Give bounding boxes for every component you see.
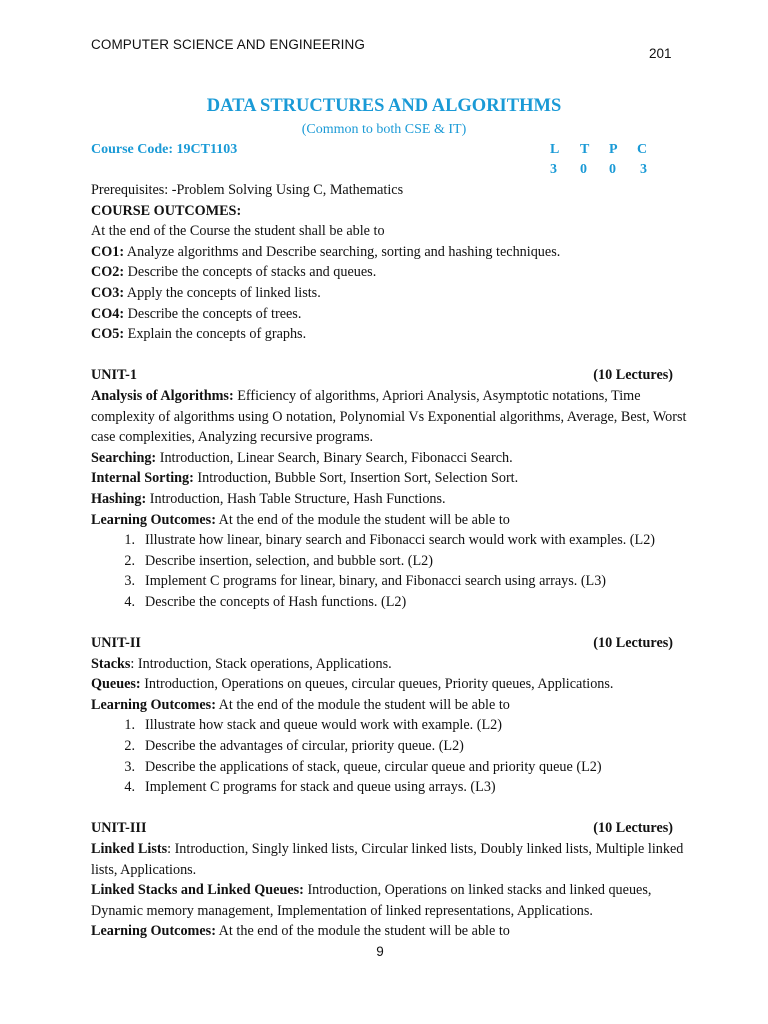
item-text: Implement C programs for linear, binary, and Fibonacci search using arrays. (L3) xyxy=(145,573,607,590)
ltpc-value-c: 3 xyxy=(640,162,647,177)
unit-topic xyxy=(91,654,687,675)
topic-label: Internal Sorting: xyxy=(91,470,194,487)
learning-outcomes-intro xyxy=(91,510,687,531)
ltpc-label-p: P xyxy=(609,142,618,157)
item-number: 2. xyxy=(124,738,135,755)
item-text: Implement C programs for stack and queue using arrays. (L3) xyxy=(145,779,496,796)
unit-name: UNIT-III xyxy=(91,820,147,837)
outcome-text: Apply the concepts of linked lists. xyxy=(124,284,321,301)
list-item xyxy=(91,757,687,778)
item-number: 4. xyxy=(124,779,135,796)
lo-label: Learning Outcomes: xyxy=(91,696,216,713)
unit-lectures: (10 Lectures) xyxy=(593,635,673,652)
outcome-code: CO1: xyxy=(91,243,125,260)
course-outcome xyxy=(91,262,687,283)
ltpc-label-t: T xyxy=(580,142,590,157)
list-item xyxy=(91,777,687,798)
unit-name: UNIT-1 xyxy=(91,367,137,384)
ltpc-value-p: 0 xyxy=(609,162,616,177)
department-header: COMPUTER SCIENCE AND ENGINEERING xyxy=(91,37,365,52)
topic-text: : Introduction, Singly linked lists, Circular linked lists, Doubly linked lists, Multiple linked lists, Applications. xyxy=(91,841,684,878)
item-text: Describe insertion, selection, and bubble sort. (L2) xyxy=(145,552,434,569)
item-number: 3. xyxy=(124,573,135,590)
lo-label: Learning Outcomes: xyxy=(91,923,216,940)
topic-label: Searching: xyxy=(91,449,157,466)
unit-topic xyxy=(91,674,687,695)
outcome-text: Analyze algorithms and Describe searching, sorting and hashing techniques. xyxy=(124,243,561,260)
course-outcomes-intro: At the end of the Course the student shall be able to xyxy=(91,223,385,240)
item-number: 1. xyxy=(124,717,135,734)
topic-label: Stacks xyxy=(91,655,131,672)
topic-text: Introduction, Hash Table Structure, Hash Functions. xyxy=(146,490,446,507)
course-outcome xyxy=(91,242,687,263)
topic-label: Linked Stacks and Linked Queues: xyxy=(91,882,304,899)
course-outcome xyxy=(91,304,687,325)
lo-intro: At the end of the module the student will be able to xyxy=(215,923,510,940)
unit-topic xyxy=(91,468,687,489)
course-code: Course Code: 19CT1103 xyxy=(91,142,238,157)
learning-outcomes-intro xyxy=(91,695,687,716)
list-item xyxy=(91,592,687,613)
list-item xyxy=(91,530,687,551)
item-text: Describe the advantages of circular, priority queue. (L2) xyxy=(145,738,464,755)
lo-label: Learning Outcomes: xyxy=(91,511,216,528)
item-number: 4. xyxy=(124,593,135,610)
prerequisites: Prerequisites: -Problem Solving Using C, Mathematics xyxy=(91,182,404,198)
course-subtitle: (Common to both CSE & IT) xyxy=(301,122,467,137)
ltpc-label-c: C xyxy=(637,142,648,157)
outcome-text: Describe the concepts of trees. xyxy=(124,305,302,322)
topic-text: : Introduction, Stack operations, Applications. xyxy=(130,655,392,672)
list-item xyxy=(91,571,687,592)
ltpc-value-l: 3 xyxy=(550,162,557,177)
topic-text: Introduction, Operations on linked stacks and linked queues, Dynamic memory management, Implementation of linked representations, Applications. xyxy=(91,882,652,919)
unit-topic xyxy=(91,880,687,921)
unit-lectures: (10 Lectures) xyxy=(593,367,673,384)
ltpc-value-t: 0 xyxy=(580,162,587,177)
syllabus-content xyxy=(91,180,687,942)
unit-topic xyxy=(91,839,687,880)
learning-outcomes-intro xyxy=(91,921,687,942)
outcome-code: CO4: xyxy=(91,305,125,322)
learning-outcomes-list xyxy=(91,530,687,612)
outcome-text: Explain the concepts of graphs. xyxy=(124,326,307,343)
item-text: Illustrate how linear, binary search and Fibonacci search would work with examples. (L2) xyxy=(145,532,656,549)
topic-label: Linked Lists xyxy=(91,841,168,857)
unit-topic xyxy=(91,489,687,510)
list-item xyxy=(91,715,687,736)
footer-page-number: 9 xyxy=(376,944,384,959)
course-title: DATA STRUCTURES AND ALGORITHMS xyxy=(206,96,562,116)
item-number: 1. xyxy=(124,532,135,549)
unit-topic xyxy=(91,448,687,469)
list-item xyxy=(91,551,687,572)
topic-label: Queues: xyxy=(91,676,141,693)
topic-label: Hashing: xyxy=(91,490,147,507)
unit-heading xyxy=(91,633,687,654)
item-number: 3. xyxy=(124,758,135,775)
unit-heading xyxy=(91,818,687,839)
topic-label: Analysis of Algorithms: xyxy=(91,387,234,404)
unit-name: UNIT-II xyxy=(91,635,141,652)
lo-intro: At the end of the module the student will be able to xyxy=(215,696,510,713)
unit-heading xyxy=(91,365,687,386)
topic-text: Introduction, Bubble Sort, Insertion Sort, Selection Sort. xyxy=(193,470,519,487)
unit-lectures: (10 Lectures) xyxy=(593,820,673,837)
item-text: Describe the applications of stack, queue, circular queue and priority queue (L2) xyxy=(145,758,602,775)
item-text: Illustrate how stack and queue would work with example. (L2) xyxy=(145,717,502,734)
ltpc-label-l: L xyxy=(550,142,560,157)
topic-text: Efficiency of algorithms, Apriori Analysis, Asymptotic notations, Time complexity of algorithms using O notation, Polynomial Vs Exponential algorithms, Average, Best, Worst case complexities, Analyzing recursive programs. xyxy=(91,387,687,446)
list-item xyxy=(91,736,687,757)
item-text: Describe the concepts of Hash functions. (L2) xyxy=(145,593,407,610)
lo-intro: At the end of the module the student will be able to xyxy=(215,511,510,528)
outcome-code: CO2: xyxy=(91,264,125,281)
unit-topic xyxy=(91,386,687,448)
course-outcome xyxy=(91,283,687,304)
topic-text: Introduction, Operations on queues, circular queues, Priority queues, Applications. xyxy=(140,676,614,693)
outcome-code: CO3: xyxy=(91,284,125,301)
item-number: 2. xyxy=(124,552,135,569)
header-page-number: 201 xyxy=(649,46,672,61)
outcome-code: CO5: xyxy=(91,326,125,343)
course-outcomes-heading: COURSE OUTCOMES: xyxy=(91,202,242,219)
learning-outcomes-list xyxy=(91,715,687,797)
topic-text: Introduction, Linear Search, Binary Search, Fibonacci Search. xyxy=(156,449,513,466)
outcome-text: Describe the concepts of stacks and queues. xyxy=(124,264,377,281)
course-outcome xyxy=(91,324,687,345)
